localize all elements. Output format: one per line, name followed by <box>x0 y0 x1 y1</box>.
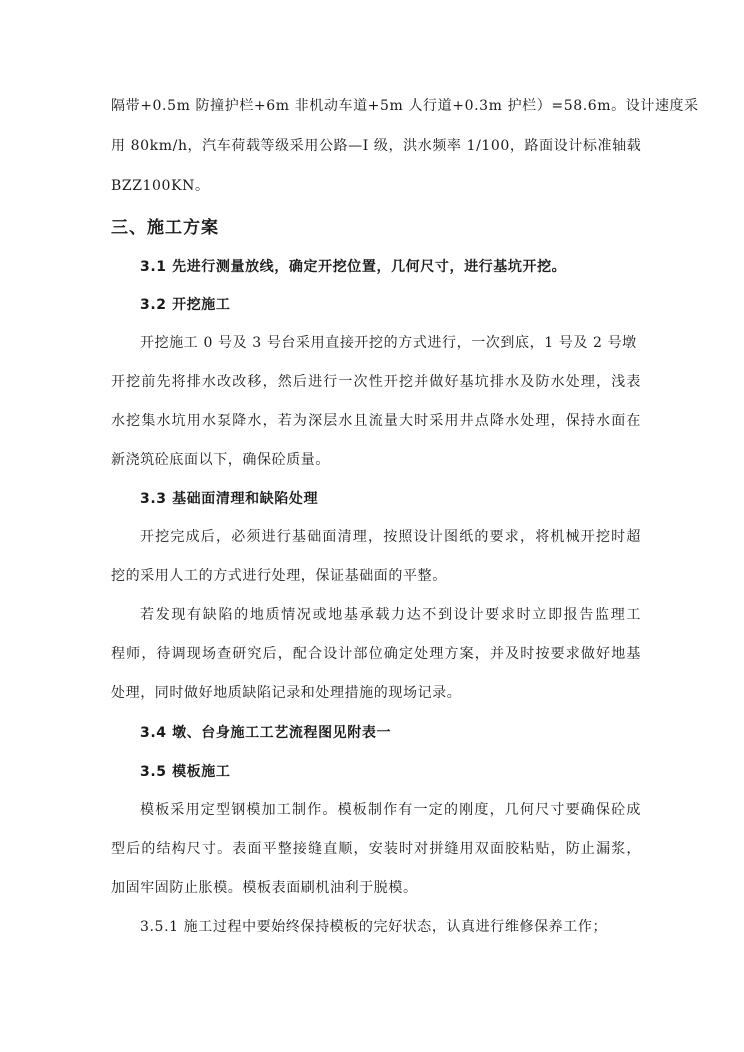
intro-line-1: 隔带+0.5m 防撞护栏+6m 非机动车道+5m 人行道+0.3m 护栏）=58.6m。设计速度采 <box>111 98 699 114</box>
paragraph-3-2-line-2: 开挖前先将排水改改移，然后进行一次性开挖并做好基坑排水及防水处理，浅表 <box>111 374 641 390</box>
intro-line-2: 用 80km/h，汽车荷载等级采用公路—I 级，洪水频率 1/100，路面设计标准轴载 <box>111 138 642 154</box>
intro-line-3: BZZ100KN。 <box>111 178 210 194</box>
paragraph-3-3-b-line-2: 程师，待调现场查研究后，配合设计部位确定处理方案，并及时按要求做好地基 <box>111 646 641 662</box>
paragraph-3-3-a-line-1: 开挖完成后，必须进行基础面清理，按照设计图纸的要求，将机械开挖时超 <box>140 529 641 545</box>
paragraph-3-3-b-line-3: 处理，同时做好地质缺陷记录和处理措施的现场记录。 <box>111 685 462 701</box>
list-item-3-5-1: 3.5.1 施工过程中要始终保持模板的完好状态，认真进行维修保养工作； <box>140 919 608 935</box>
paragraph-3-3-a-line-2: 挖的采用人工的方式进行处理，保证基础面的平整。 <box>111 568 447 584</box>
paragraph-3-2-line-1: 开挖施工 0 号及 3 号台采用直接开挖的方式进行，一次到底，1 号及 2 号墩 <box>140 335 637 351</box>
heading-3-3: 3.3 基础面清理和缺陷处理 <box>140 491 319 507</box>
paragraph-3-5-line-1: 模板采用定型钢模加工制作。模板制作有一定的刚度，几何尺寸要确保砼成 <box>140 802 641 818</box>
heading-3-4: 3.4 墩、台身施工工艺流程图见附表一 <box>140 725 392 741</box>
paragraph-3-3-b-line-1: 若发现有缺陷的地质情况或地基承载力达不到设计要求时立即报告监理工 <box>140 607 641 623</box>
paragraph-3-2-line-4: 新浇筑砼底面以下，确保砼质量。 <box>111 452 330 468</box>
heading-3-5: 3.5 模板施工 <box>140 764 231 780</box>
paragraph-3-2-line-3: 水挖集水坑用水泵降水，若为深层水且流量大时采用井点降水处理，保持水面在 <box>111 413 641 429</box>
section-title-construction-plan: 三、施工方案 <box>111 218 219 238</box>
paragraph-3-5-line-2: 型后的结构尺寸。表面平整接缝直顺，安装时对拼缝用双面胶粘贴，防止漏浆， <box>111 841 641 857</box>
heading-3-1: 3.1 先进行测量放线，确定开挖位置，几何尺寸，进行基坑开挖。 <box>140 259 567 275</box>
paragraph-3-5-line-3: 加固牢固防止胀模。模板表面刷机油利于脱模。 <box>111 880 418 896</box>
heading-3-2: 3.2 开挖施工 <box>140 297 231 313</box>
